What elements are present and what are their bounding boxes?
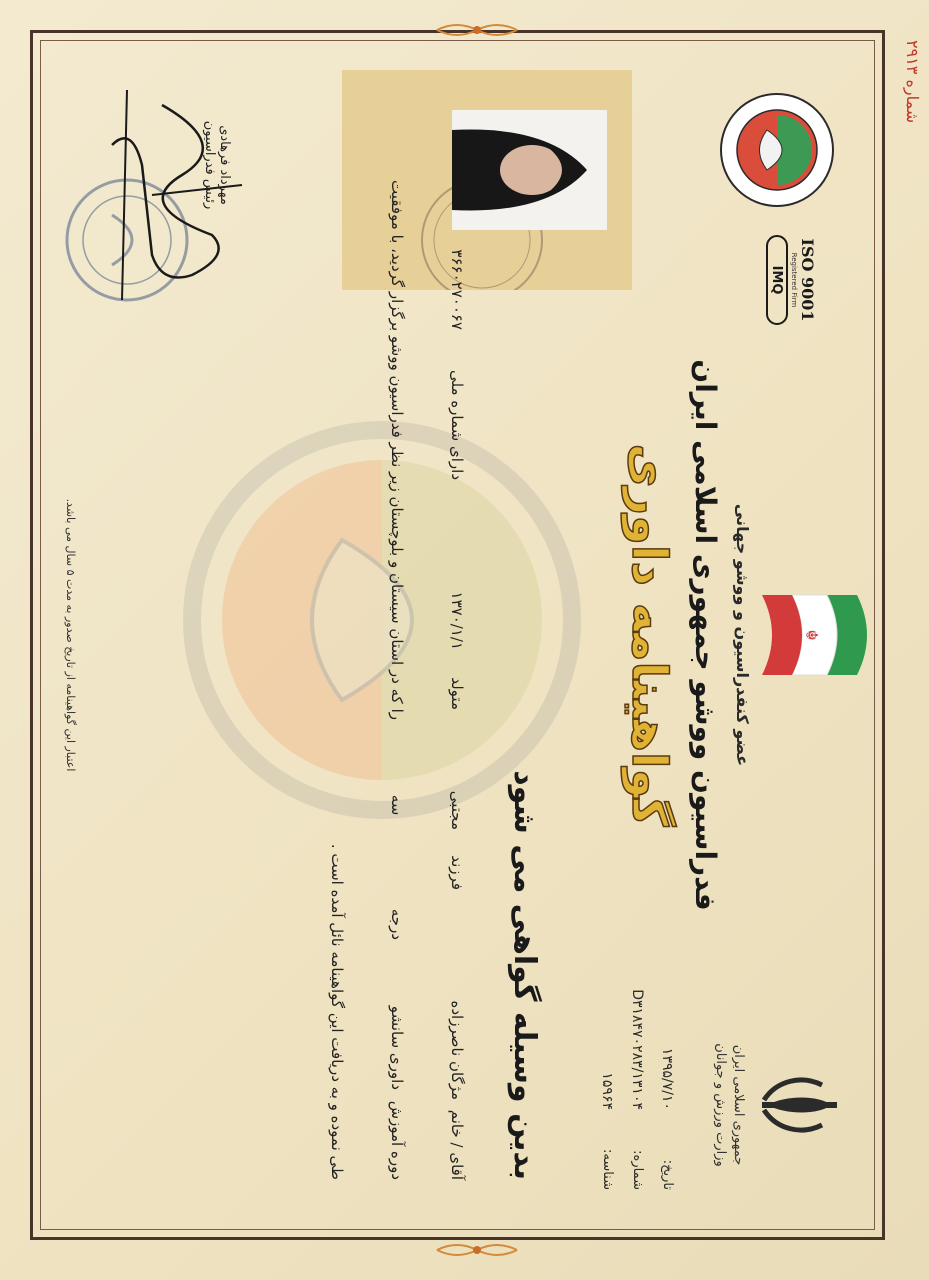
- date-label: تاریخ:: [660, 1159, 675, 1190]
- certificate-intro: بدین وسیله گواهی می شود: [507, 770, 542, 1180]
- signature-caption: [202, 90, 232, 240]
- iso-title: ISO 9001: [798, 238, 817, 322]
- number-label: شماره:: [630, 1150, 645, 1190]
- recipient-name: مژگان ناصرزاده: [448, 1000, 466, 1100]
- grade-value: سه: [388, 794, 406, 816]
- wushu-federation-logo-icon: [717, 90, 837, 210]
- iso-registered: Registered Firm: [790, 252, 798, 308]
- completion-text: طی نموده و به دریافت این گواهینامه نائل آمده است .: [328, 843, 346, 1180]
- father-name: مجتبی: [448, 790, 466, 830]
- course-description: را که در استان سیستان و بلوچستان زیر نظر فدراسیون ووشو برگزار گردید، با موفقیت: [388, 180, 406, 720]
- certificate-content: [57, 40, 922, 1220]
- serial-label: شماره: [903, 79, 922, 124]
- certificate-title: گواهینامه داوری: [621, 443, 677, 827]
- course-name: داوری سانشو: [388, 1005, 406, 1090]
- body-line-3: [307, 90, 367, 1180]
- bottom-ornament: [432, 1238, 522, 1262]
- iran-emblem-icon: [752, 1050, 842, 1160]
- validity-note: اعتبار این گواهینامه از تاریخ صدور به مدت ۵ سال می باشد.: [64, 498, 77, 772]
- national-id: ۳۶۶۰۲۷۰۰۶۷: [448, 249, 466, 330]
- top-ornament: [432, 18, 522, 42]
- course-label: دوره آموزش: [388, 1100, 406, 1180]
- country-line: جمهوری اسلامی ایران: [731, 1044, 746, 1166]
- id-row: [592, 870, 622, 1190]
- iso-badge: [747, 225, 817, 335]
- iran-flag-icon: [742, 575, 872, 695]
- born-label: متولد: [448, 677, 466, 710]
- signature: [102, 85, 272, 315]
- signatory-name: مهرداد فرهادی: [217, 125, 232, 205]
- imq-logo: IMQ: [766, 235, 788, 325]
- ministry-short: وزارت ورزش و جوانان: [713, 1043, 728, 1167]
- body-line-1: [427, 90, 487, 1180]
- serial-number: [903, 40, 922, 123]
- body-line-2: [367, 90, 427, 1180]
- birth-date: ۱۳۷۰/۱/۱: [448, 591, 466, 650]
- grade-label: درجه: [388, 908, 406, 940]
- federation-line: فدراسیون ووشو جمهوری اسلامی ایران: [689, 359, 722, 911]
- certificate-body: [307, 90, 487, 1180]
- title-prefix: آقای / خانم: [448, 1109, 466, 1180]
- date-value: ۱۳۹۵/۷/۱۰: [659, 1047, 675, 1110]
- ministry-line: عضو کنفدراسیون و ووشو جهانی: [733, 503, 752, 767]
- id-label: شناسه:: [600, 1148, 615, 1190]
- national-id-label: دارای شماره ملی: [448, 370, 466, 480]
- serial-value: ۲۹۱۳: [903, 40, 922, 75]
- id-value: ۱۵۹۶۴: [599, 1072, 615, 1110]
- svg-text:☬: ☬: [802, 629, 821, 641]
- number-value: D۳۱۸۴۷۰۲۸۳/۱۳۱۰۴: [629, 989, 645, 1110]
- child-of-label: فرزند: [448, 855, 466, 890]
- signatory-title: رئیس فدراسیون: [202, 120, 217, 210]
